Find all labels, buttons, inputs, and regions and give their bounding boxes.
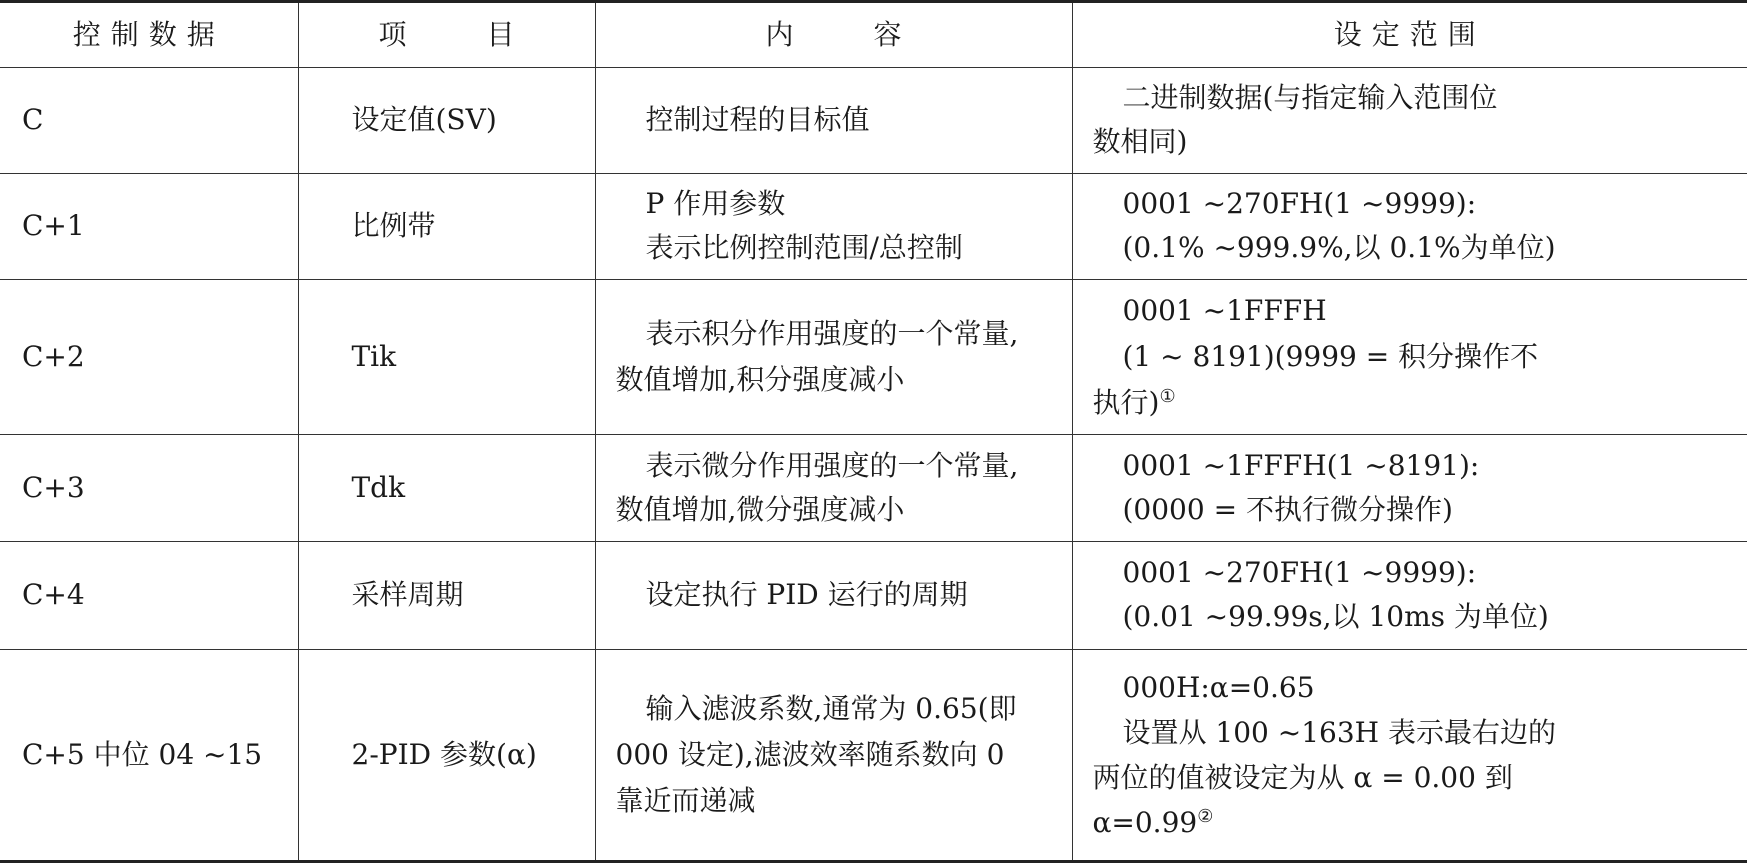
- cell-content: [595, 173, 1072, 280]
- cell-control-data: C+5 中位 04 ~15: [0, 649, 298, 861]
- content-line: 000 设定),滤波效率随系数向 0: [615, 737, 1005, 771]
- range-line: (0.1% ~999.9%,以 0.1%为单位): [1122, 231, 1556, 265]
- content-line: P 作用参数: [645, 187, 786, 221]
- cell-control-data: C: [0, 68, 298, 174]
- content-line: 靠近而递减: [615, 783, 756, 817]
- range-line: 设置从 100 ~163H 表示最右边的: [1122, 715, 1556, 749]
- cell-content: [595, 68, 1072, 174]
- range-line: 0001 ~1FFFH: [1122, 294, 1327, 328]
- range-line: 0001 ~270FH(1 ~9999):: [1122, 187, 1477, 221]
- cell-range: [1072, 541, 1747, 649]
- range-line: 两位的值被设定为从 α = 0.00 到: [1092, 760, 1513, 794]
- content-line: 设定执行 PID 运行的周期: [645, 578, 968, 612]
- content-line: 输入滤波系数,通常为 0.65(即: [645, 691, 1017, 725]
- cell-item: 设定值(SV): [298, 68, 595, 174]
- cell-control-data: C+1: [0, 173, 298, 280]
- cell-control-data: C+2: [0, 280, 298, 435]
- footnote-marker: ①: [1159, 386, 1176, 408]
- header-item: 项目: [298, 2, 595, 68]
- content-line: 表示微分作用强度的一个常量,: [645, 449, 1019, 483]
- range-text: α=0.99: [1092, 805, 1198, 839]
- cell-content: [595, 280, 1072, 435]
- cell-content: [595, 541, 1072, 649]
- cell-control-data: C+4: [0, 541, 298, 649]
- cell-range: [1072, 68, 1747, 174]
- range-line: 二进制数据(与指定输入范围位: [1122, 81, 1498, 115]
- table-row: [0, 68, 1747, 174]
- footnote-marker: ②: [1197, 805, 1214, 827]
- content-line: 控制过程的目标值: [645, 103, 870, 137]
- table-row: [0, 173, 1747, 280]
- content-line: 表示积分作用强度的一个常量,: [645, 317, 1019, 351]
- cell-item: Tdk: [298, 435, 595, 542]
- header-control-data: 控制数据: [0, 2, 298, 68]
- range-line: 数相同): [1092, 125, 1188, 159]
- cell-range: [1072, 280, 1747, 435]
- header-row: [0, 2, 1747, 68]
- range-text: 执行): [1092, 386, 1160, 420]
- table-row: [0, 649, 1747, 861]
- range-line: [1093, 800, 1732, 845]
- cell-range: [1072, 649, 1747, 861]
- range-line: 000H:α=0.65: [1122, 670, 1315, 704]
- header-setting-range: 设定范围: [1072, 2, 1747, 68]
- range-line: 0001 ~270FH(1 ~9999):: [1122, 556, 1477, 590]
- content-line: 数值增加,微分强度减小: [615, 493, 905, 527]
- header-content: 内容: [595, 2, 1072, 68]
- cell-item: 采样周期: [298, 541, 595, 649]
- cell-content: [595, 649, 1072, 861]
- cell-range: [1072, 173, 1747, 280]
- content-line: 表示比例控制范围/总控制: [645, 231, 963, 265]
- cell-item: 2-PID 参数(α): [298, 649, 595, 861]
- table-row: [0, 541, 1747, 649]
- table-row: [0, 280, 1747, 435]
- range-line: (0.01 ~99.99s,以 10ms 为单位): [1122, 600, 1549, 634]
- content-line: 数值增加,积分强度减小: [615, 363, 905, 397]
- cell-range: [1072, 435, 1747, 542]
- range-line: (0000 = 不执行微分操作): [1122, 493, 1453, 527]
- cell-item: 比例带: [298, 173, 595, 280]
- range-line: 0001 ~1FFFH(1 ~8191):: [1122, 449, 1480, 483]
- table-row: [0, 435, 1747, 542]
- range-line: [1093, 380, 1732, 426]
- range-line: (1 ~ 8191)(9999 = 积分操作不: [1122, 340, 1539, 374]
- cell-control-data: C+3: [0, 435, 298, 542]
- cell-item: Tik: [298, 280, 595, 435]
- cell-content: [595, 435, 1072, 542]
